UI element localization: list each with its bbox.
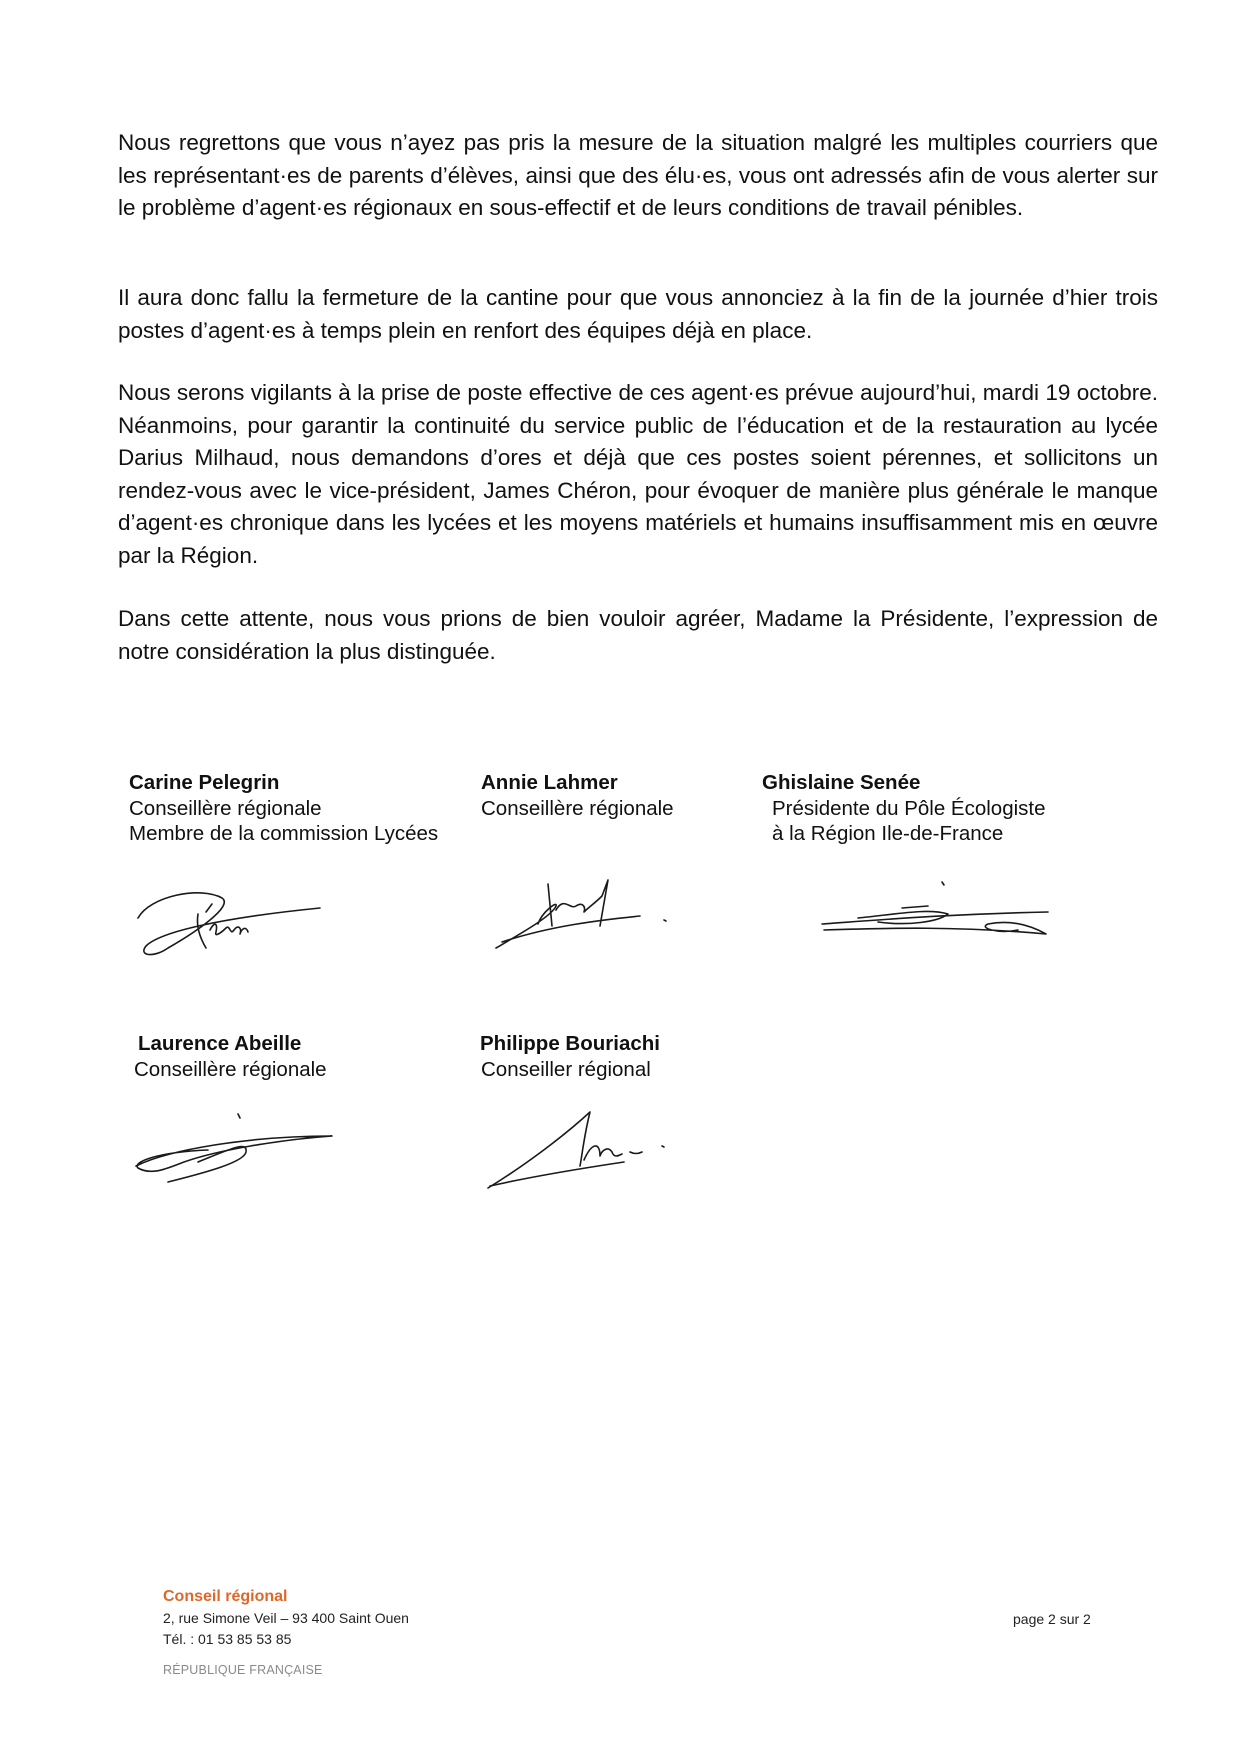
footer-republic: RÉPUBLIQUE FRANÇAISE (163, 1663, 323, 1677)
signatory-block-3 (762, 770, 1046, 847)
signatory-role: Conseillère régionale (134, 1057, 327, 1081)
handwritten-signature-senee (818, 878, 1058, 948)
handwritten-signature-lahmer (490, 876, 680, 956)
letter-paragraph-1: Nous regrettons que vous n’ayez pas pris la mesure de la situation malgré les multiples courriers que les représentant·es de parents d’élèves, ainsi que des élu·es, vous ont adressés afin de vous alerter sur le problème d’agent·es régionaux en sous-effectif et de leurs conditions de travail pénibles. (118, 130, 1158, 220)
signatory-block-2 (481, 770, 674, 821)
signatory-name: Laurence Abeille (138, 1032, 302, 1055)
signatory-role: Conseiller régional (481, 1057, 651, 1081)
footer-phone: Tél. : 01 53 85 53 85 (163, 1631, 292, 1647)
signatory-role: Conseillère régionale (129, 796, 322, 820)
letter-paragraph-2: Il aura donc fallu la fermeture de la cantine pour que vous annonciez à la fin de la journée d’hier trois postes d’agent·es à temps plein en renfort des équipes déjà en place. (118, 285, 1158, 343)
signatory-name: Ghislaine Senée (762, 771, 921, 794)
signatory-role: Conseillère régionale (481, 796, 674, 820)
letter-paragraph-3: Nous serons vigilants à la prise de poste effective de ces agent·es prévue aujourd’hui, mardi 19 octobre. Néanmoins, pour garantir la continuité du service public de l’éducation et de la restauration au lycée Darius Milhaud, nous demandons d’ores et déjà que ces postes soient pérennes, et sollicitons un rendez-vous avec le vice-président, James Chéron, pour évoquer de manière plus générale le manque d’agent·es chronique dans les lycées et les moyens matériels et humains insuffisamment mis en œuvre par la Région. (118, 380, 1158, 568)
handwritten-signature-pelegrin (130, 872, 330, 962)
page-number: page 2 sur 2 (1013, 1611, 1091, 1627)
signatory-name: Carine Pelegrin (129, 771, 280, 794)
signatory-role: Membre de la commission Lycées (129, 822, 439, 845)
signatory-name: Annie Lahmer (481, 771, 618, 794)
signatory-role: Présidente du Pôle Écologiste (772, 796, 1046, 820)
signatory-block-4 (134, 1031, 327, 1082)
signatory-block-1 (129, 770, 438, 847)
footer-address: 2, rue Simone Veil – 93 400 Saint Ouen (163, 1610, 409, 1626)
handwritten-signature-bouriachi (484, 1106, 674, 1196)
footer-organization: Conseil régional (163, 1588, 288, 1605)
letter-footer (163, 1586, 409, 1677)
letter-paragraph-closing: Dans cette attente, nous vous prions de bien vouloir agréer, Madame la Présidente, l’expression de notre considération la plus distinguée. (118, 606, 1158, 664)
handwritten-signature-abeille (128, 1110, 338, 1190)
signatory-name: Philippe Bouriachi (480, 1032, 660, 1055)
signatory-role: à la Région Ile-de-France (772, 822, 1004, 845)
signatory-block-5 (480, 1031, 660, 1082)
